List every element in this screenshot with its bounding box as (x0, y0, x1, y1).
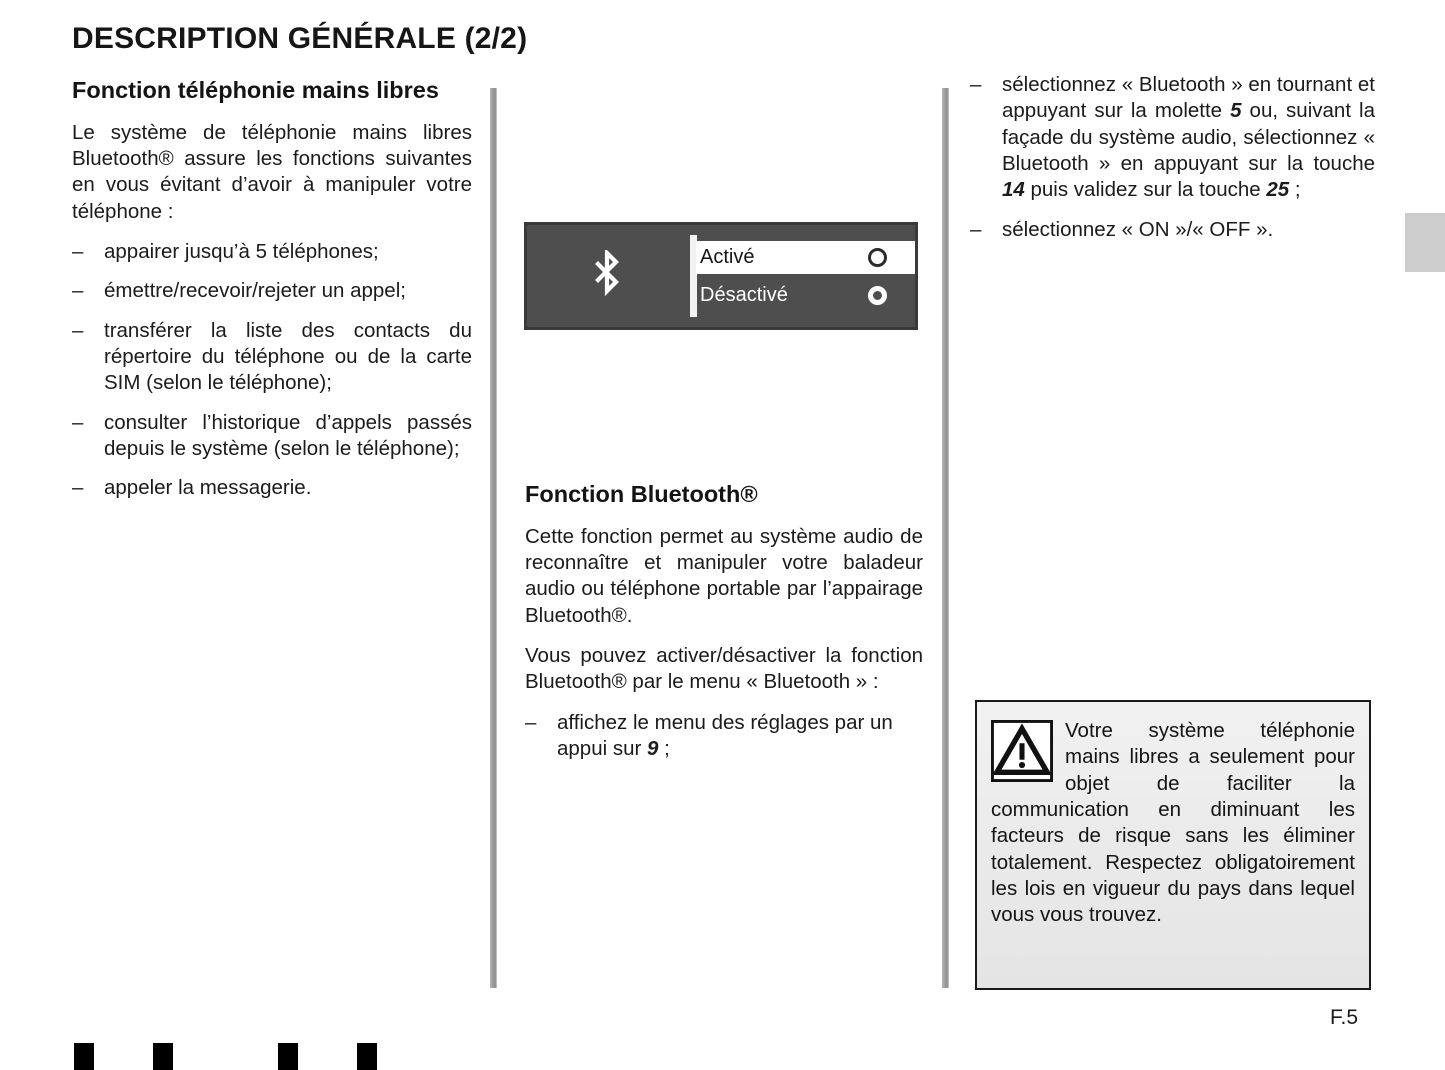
section-edge-tab (1405, 213, 1445, 272)
bluetooth-option-inactive-label: Désactivé (700, 284, 788, 306)
middle-column-paragraph-1: Cette fonction permet au système audio de reconnaître et manipuler votre baladeur audio ou téléphone portable par l’appairage Bluetooth®. (525, 524, 923, 627)
left-column-bullet-list (72, 239, 472, 502)
list-item-label: appeler la messagerie. (104, 476, 312, 500)
list-item-label (1002, 72, 1375, 204)
column-divider-left (490, 88, 497, 988)
registration-mark (74, 1043, 94, 1070)
list-item-label: transférer la liste des contacts du répertoire du téléphone ou de la carte SIM (selon le téléphone); (104, 318, 472, 395)
list-item-text-part: affichez le menu des réglages par un appui sur (557, 710, 893, 760)
list-item (72, 410, 472, 463)
control-reference-14: 14 (1002, 178, 1025, 202)
bluetooth-option-inactive[interactable] (696, 279, 915, 312)
page-number: F.5 (1330, 1006, 1359, 1029)
middle-column-heading: Fonction Bluetooth® (525, 481, 758, 507)
list-item (970, 72, 1375, 204)
list-item-text-part: ; (658, 736, 670, 760)
registration-mark (357, 1043, 377, 1070)
list-item-label: émettre/recevoir/rejeter un appel; (104, 279, 406, 303)
bluetooth-option-active-label: Activé (700, 246, 755, 268)
bluetooth-icon (590, 250, 624, 302)
right-column-bullet-list (970, 72, 1375, 243)
bullet-dash: – (970, 73, 982, 96)
list-item-text-part: ou, suivant la façade du système audio, sélectionnez « Bluetooth » en appuyant sur la touche (1002, 99, 1375, 175)
warning-text: Votre système téléphonie mains libres a seulement pour objet de faciliter la communication en diminuant les facteurs de risque sans les éliminer totalement. Respectez obligatoirement les lois en vigueur du pays dans lequel vous vous trouvez. (991, 719, 1355, 927)
column-divider-right (942, 88, 949, 988)
page-title: DESCRIPTION GÉNÉRALE (2/2) (72, 22, 528, 55)
list-item-label: appairer jusqu’à 5 téléphones; (104, 239, 379, 263)
middle-column-paragraph-2: Vous pouvez activer/désactiver la fonction Bluetooth® par le menu « Bluetooth » : (525, 643, 923, 694)
warning-box (975, 700, 1371, 990)
bullet-dash: – (525, 710, 537, 734)
registration-mark (278, 1043, 298, 1070)
warning-triangle-icon (991, 720, 1053, 782)
bullet-dash: – (72, 318, 84, 342)
bullet-dash: – (72, 279, 84, 303)
left-column (72, 76, 472, 502)
list-item-text-part: sélectionnez « Bluetooth » en tournant et appuyant sur la molette (1002, 73, 1375, 123)
bullet-dash: – (72, 239, 84, 263)
right-column (970, 72, 1375, 243)
list-item (970, 217, 1375, 243)
list-item-label: consulter l’historique d’appels passés depuis le système (selon le téléphone); (104, 410, 472, 460)
list-item-label: sélectionnez « ON »/« OFF ». (1002, 217, 1274, 241)
bullet-dash: – (72, 476, 84, 500)
bluetooth-icon-area (527, 225, 687, 327)
bluetooth-settings-screen (524, 222, 918, 330)
bullet-dash: – (970, 217, 982, 241)
bullet-dash: – (72, 410, 84, 434)
bluetooth-option-list (696, 225, 915, 327)
radio-selected-icon[interactable] (868, 286, 887, 305)
list-item (525, 710, 923, 763)
registration-mark (153, 1043, 173, 1070)
list-item (72, 239, 472, 265)
control-reference-25: 25 (1266, 178, 1290, 202)
control-reference-9: 9 (647, 736, 659, 760)
left-column-intro-paragraph: Le système de téléphonie mains libres Bluetooth® assure les fonctions suivantes en vous évitant d’avoir à manipuler votre téléphone : (72, 120, 472, 223)
list-item (72, 318, 472, 397)
list-item-label (557, 710, 923, 763)
control-reference-5: 5 (1230, 99, 1242, 123)
radio-unselected-icon[interactable] (868, 248, 887, 267)
bluetooth-option-active[interactable] (696, 241, 915, 274)
list-item (72, 475, 472, 501)
middle-column-bullet-list (525, 710, 923, 763)
list-item-text-part: puis validez sur la touche (1024, 178, 1267, 202)
list-item-text-part: ; (1289, 178, 1301, 202)
list-item (72, 278, 472, 304)
middle-column (525, 480, 923, 762)
left-column-heading: Fonction téléphonie mains libres (72, 77, 439, 103)
